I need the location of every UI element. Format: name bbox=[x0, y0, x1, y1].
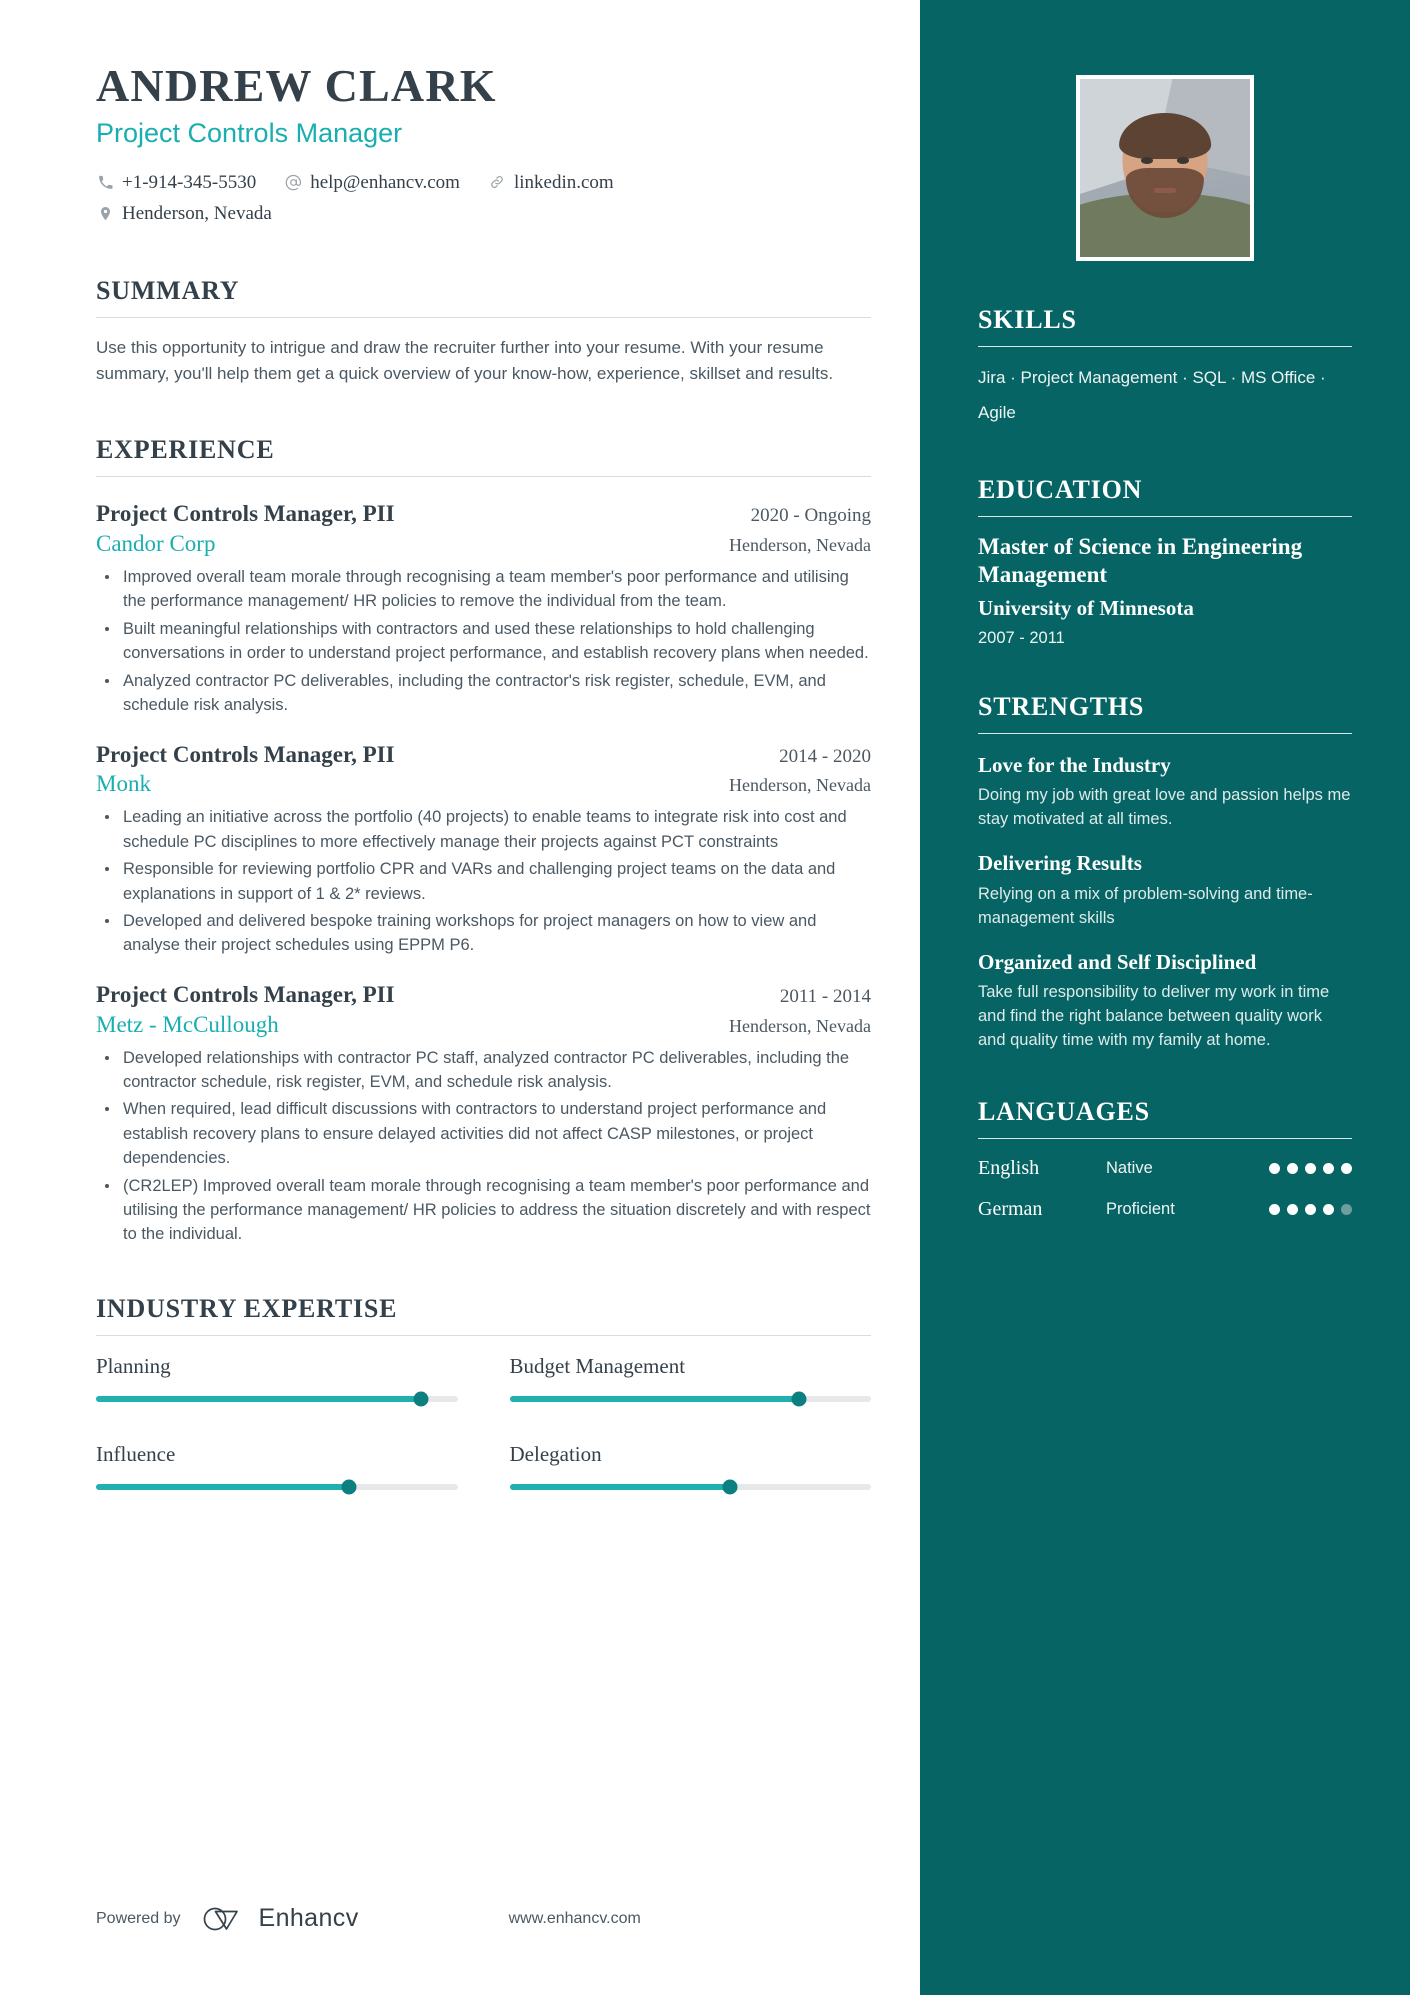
job-bullet: Improved overall team morale through recognising a team member's poor performance and utilising the performance management/ HR policies to remove the individual from the team. bbox=[96, 565, 871, 614]
strengths-section bbox=[978, 692, 1352, 1053]
experience-item bbox=[96, 740, 871, 958]
languages-section bbox=[978, 1097, 1352, 1221]
proficiency-dot bbox=[1269, 1163, 1280, 1174]
at-icon bbox=[284, 173, 303, 192]
expertise-label: Planning bbox=[96, 1353, 171, 1378]
education-section bbox=[978, 475, 1352, 648]
strength-item bbox=[978, 753, 1352, 832]
language-proficiency-dots bbox=[1269, 1204, 1352, 1215]
job-bullet: Built meaningful relationships with contractors and used these relationships to hold challenging conversations in order to understand project performance, and establish recovery plans when needed. bbox=[96, 617, 871, 666]
experience-section bbox=[96, 435, 871, 1246]
profile-photo bbox=[1080, 79, 1250, 257]
job-position: Project Controls Manager, PII bbox=[96, 981, 395, 1007]
proficiency-dot bbox=[1269, 1204, 1280, 1215]
expertise-item bbox=[96, 1354, 458, 1424]
experience-divider bbox=[96, 476, 871, 477]
job-company-row bbox=[96, 1010, 871, 1040]
phone-text: +1-914-345-5530 bbox=[122, 171, 257, 193]
proficiency-dot bbox=[1323, 1204, 1334, 1215]
education-divider bbox=[978, 516, 1352, 517]
education-dates: 2007 - 2011 bbox=[978, 628, 1065, 647]
industry-expertise-heading: INDUSTRY EXPERTISE bbox=[96, 1293, 398, 1323]
expertise-item bbox=[510, 1354, 872, 1424]
contact-email[interactable] bbox=[284, 168, 460, 197]
strength-text: Take full responsibility to deliver my work in time and find the right balance between quality work and quality time with my family at home. bbox=[978, 983, 1330, 1050]
header-block bbox=[96, 62, 871, 229]
job-company: Monk bbox=[96, 771, 151, 797]
industry-expertise-divider bbox=[96, 1335, 871, 1336]
summary-section bbox=[96, 276, 871, 389]
strength-item bbox=[978, 950, 1352, 1053]
enhancv-logo-icon bbox=[203, 1906, 250, 1932]
language-name: German bbox=[978, 1198, 1043, 1221]
expertise-item bbox=[96, 1442, 458, 1512]
proficiency-dot bbox=[1305, 1204, 1316, 1215]
email-text: help@enhancv.com bbox=[310, 171, 460, 193]
skills-section bbox=[978, 305, 1352, 431]
experience-item bbox=[96, 499, 871, 717]
strength-title: Love for the Industry bbox=[978, 752, 1171, 777]
job-position: Project Controls Manager, PII bbox=[96, 741, 395, 767]
candidate-name: ANDREW CLARK bbox=[96, 60, 497, 111]
slider-knob[interactable] bbox=[723, 1479, 738, 1494]
job-title-row bbox=[96, 499, 871, 529]
link-icon bbox=[488, 173, 507, 192]
slider-fill bbox=[510, 1396, 799, 1402]
job-location: Henderson, Nevada bbox=[729, 1015, 871, 1036]
job-title-row bbox=[96, 980, 871, 1010]
slider-knob[interactable] bbox=[342, 1479, 357, 1494]
proficiency-dot bbox=[1287, 1204, 1298, 1215]
job-company: Candor Corp bbox=[96, 531, 216, 557]
experience-heading: EXPERIENCE bbox=[96, 435, 275, 465]
job-bullets bbox=[96, 1046, 871, 1247]
job-dates: 2020 - Ongoing bbox=[750, 505, 871, 527]
job-bullets bbox=[96, 805, 871, 957]
job-company: Metz - McCullough bbox=[96, 1011, 279, 1037]
location-pin-icon bbox=[96, 204, 115, 223]
expertise-label: Delegation bbox=[509, 1441, 602, 1466]
strengths-heading: STRENGTHS bbox=[978, 691, 1145, 721]
proficiency-dot bbox=[1305, 1163, 1316, 1174]
job-bullet: Analyzed contractor PC deliverables, including the contractor's risk register, schedule, EVM, and schedule risk analysis. bbox=[96, 669, 871, 718]
proficiency-dot bbox=[1287, 1163, 1298, 1174]
education-heading: EDUCATION bbox=[978, 474, 1143, 504]
strengths-divider bbox=[978, 733, 1352, 734]
job-company-row bbox=[96, 529, 871, 559]
job-bullet: Responsible for reviewing portfolio CPR and VARs and challenging project teams on the data and explanations in support of 1 & 2* reviews. bbox=[96, 857, 871, 906]
slider-knob[interactable] bbox=[791, 1391, 806, 1406]
education-school: University of Minnesota bbox=[978, 595, 1194, 620]
avatar bbox=[1076, 75, 1254, 261]
contact-linkedin[interactable] bbox=[488, 168, 614, 197]
slider-fill bbox=[96, 1484, 349, 1490]
proficiency-dot bbox=[1341, 1163, 1352, 1174]
languages-heading: LANGUAGES bbox=[978, 1097, 1150, 1127]
job-title-row bbox=[96, 740, 871, 770]
language-level: Proficient bbox=[1106, 1200, 1175, 1219]
expertise-slider[interactable] bbox=[96, 1484, 458, 1490]
language-level: Native bbox=[1106, 1159, 1153, 1178]
job-bullet: When required, lead difficult discussions with contractors to understand project performance and establish recovery plans to ensure delayed activities did not affect CASP milestones, or project dependencies. bbox=[96, 1097, 871, 1170]
job-bullet: Developed relationships with contractor PC staff, analyzed contractor PC deliverables, including the contractor schedule, risk register, EVM, and schedule risk analysis. bbox=[96, 1046, 871, 1095]
expertise-slider[interactable] bbox=[510, 1484, 872, 1490]
expertise-slider[interactable] bbox=[510, 1396, 872, 1402]
job-bullet: Developed and delivered bespoke training workshops for project managers on how to view and analyse their project schedules using EPPM P6. bbox=[96, 909, 871, 958]
job-location: Henderson, Nevada bbox=[729, 535, 871, 556]
proficiency-dot bbox=[1323, 1163, 1334, 1174]
enhancv-brand-name: Enhancv bbox=[258, 1904, 359, 1932]
strength-text: Doing my job with great love and passion helps me stay motivated at all times. bbox=[978, 786, 1351, 829]
sidebar bbox=[920, 0, 1410, 1995]
job-bullet: Leading an initiative across the portfolio (40 projects) to enable teams to integrate risk into cost and schedule PC disciplines to more effectively manage their projects against PCT constraints bbox=[96, 805, 871, 854]
location-row bbox=[96, 199, 871, 228]
proficiency-dot bbox=[1341, 1204, 1352, 1215]
slider-fill bbox=[510, 1484, 731, 1490]
expertise-label: Influence bbox=[96, 1441, 176, 1466]
language-name: English bbox=[978, 1157, 1040, 1180]
language-item bbox=[978, 1157, 1352, 1180]
slider-knob[interactable] bbox=[414, 1391, 429, 1406]
job-dates: 2014 - 2020 bbox=[779, 745, 871, 767]
expertise-label: Budget Management bbox=[509, 1353, 686, 1378]
candidate-job-title: Project Controls Manager bbox=[96, 118, 403, 149]
contact-info bbox=[96, 168, 871, 197]
expertise-grid bbox=[96, 1354, 871, 1512]
experience-item bbox=[96, 980, 871, 1247]
job-bullets bbox=[96, 565, 871, 717]
job-position: Project Controls Manager, PII bbox=[96, 501, 395, 527]
contact-location bbox=[96, 199, 272, 228]
summary-divider bbox=[96, 317, 871, 318]
strength-text: Relying on a mix of problem-solving and time-management skills bbox=[978, 884, 1313, 927]
skills-divider bbox=[978, 346, 1352, 347]
strength-item bbox=[978, 851, 1352, 930]
phone-icon bbox=[96, 173, 115, 192]
job-dates: 2011 - 2014 bbox=[779, 985, 871, 1007]
job-location: Henderson, Nevada bbox=[729, 775, 871, 796]
linkedin-text: linkedin.com bbox=[513, 171, 614, 193]
powered-by-label: Powered by bbox=[96, 1909, 181, 1927]
expertise-slider[interactable] bbox=[96, 1396, 458, 1402]
language-proficiency-dots bbox=[1269, 1163, 1352, 1174]
industry-expertise-section bbox=[96, 1294, 871, 1512]
strength-title: Organized and Self Disciplined bbox=[978, 949, 1257, 974]
summary-text: Use this opportunity to intrigue and draw the recruiter further into your resume. With your resume summary, you'll help them get a quick overview of your know-how, experience, skillset and results. bbox=[96, 337, 834, 384]
skills-list: Jira · Project Management · SQL · MS Office · Agile bbox=[978, 368, 1326, 422]
slider-fill bbox=[96, 1396, 421, 1402]
expertise-item bbox=[510, 1442, 872, 1512]
location-text: Henderson, Nevada bbox=[122, 203, 272, 225]
footer bbox=[96, 1904, 871, 1933]
languages-divider bbox=[978, 1138, 1352, 1139]
job-company-row bbox=[96, 769, 871, 799]
website-url[interactable]: www.enhancv.com bbox=[508, 1909, 641, 1927]
skills-heading: SKILLS bbox=[978, 305, 1077, 334]
language-item bbox=[978, 1198, 1352, 1221]
strength-title: Delivering Results bbox=[978, 851, 1142, 876]
summary-heading: SUMMARY bbox=[96, 275, 240, 305]
contact-phone[interactable] bbox=[96, 168, 256, 197]
job-bullet: (CR2LEP) Improved overall team morale through recognising a team member's poor performance and utilising the performance management/ HR policies to address the situation discretely and with respect to the individual. bbox=[96, 1174, 871, 1247]
education-degree: Master of Science in Engineering Management bbox=[978, 533, 1303, 587]
